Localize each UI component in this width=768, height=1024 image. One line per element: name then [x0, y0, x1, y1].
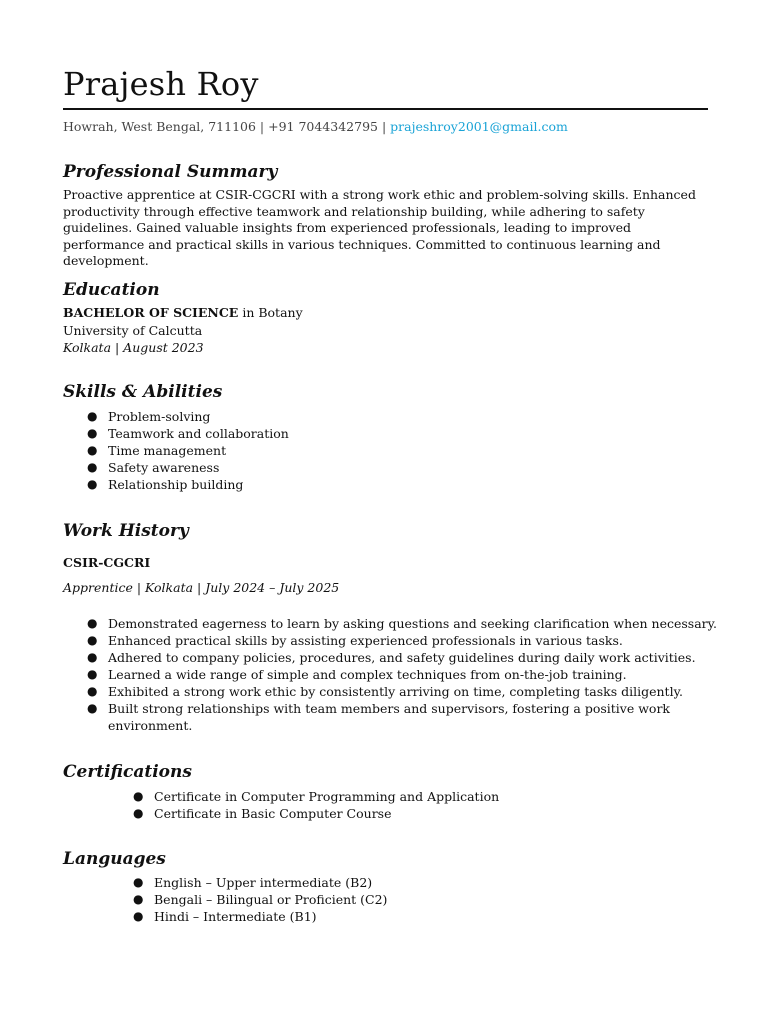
education-university: University of Calcutta	[63, 323, 203, 338]
work-heading: Work History	[63, 521, 189, 541]
list-item: ● Adhered to company policies, procedures, and safety guidelines during daily work activities.	[87, 650, 696, 665]
list-item: ● Time management	[87, 443, 227, 458]
list-item: ● Bengali – Bilingual or Proficient (C2)	[133, 892, 388, 907]
bullet-icon: ●	[87, 667, 98, 681]
list-item: ● Safety awareness	[87, 460, 220, 475]
education-location-date: Kolkata | August 2023	[63, 340, 204, 355]
list-item: ● Exhibited a strong work ethic by consistently arriving on time, completing tasks diligently.	[87, 684, 683, 699]
work-duties-list	[63, 615, 717, 734]
email-link[interactable]: prajeshroy2001@gmail.com	[390, 119, 568, 134]
list-item: ● Learned a wide range of simple and complex techniques from on-the-job training.	[87, 667, 627, 682]
bullet-icon: ●	[133, 909, 144, 923]
contact-text: Howrah, West Bengal, 711106 | +91 7044342795 |	[63, 119, 391, 134]
bullet-icon: ●	[133, 875, 144, 889]
bullet-icon: ●	[87, 426, 98, 440]
work-company: CSIR-CGCRI	[63, 555, 151, 570]
candidate-name: Prajesh Roy	[63, 65, 259, 103]
list-item: ● English – Upper intermediate (B2)	[133, 875, 373, 890]
certifications-heading: Certifications	[63, 762, 192, 782]
list-item: ● Teamwork and collaboration	[87, 426, 289, 441]
header-rule	[63, 108, 708, 110]
bullet-icon: ●	[133, 789, 144, 803]
list-item: ● Problem-solving	[87, 409, 211, 424]
list-item: ● Hindi – Intermediate (B1)	[133, 909, 317, 924]
education-field: in Botany	[238, 305, 303, 320]
education-heading: Education	[63, 280, 160, 300]
certifications-list	[109, 788, 499, 822]
list-item: ● Enhanced practical skills by assisting experienced professionals in various tasks.	[87, 633, 623, 648]
summary-text: Proactive apprentice at CSIR-CGCRI with a strong work ethic and problem-solving skills. Enhanced productivity through effective teamwork and relationship building, while adhering to safety guidelines. Gained valuable insights from experienced professionals, leading to improved performance and practical skills in various techniques. Committed to continuous learning and development.	[63, 187, 696, 269]
list-item: ● Relationship building	[87, 477, 244, 492]
summary-heading: Professional Summary	[63, 162, 278, 182]
list-item: ● Certificate in Basic Computer Course	[133, 806, 392, 821]
work-role-line: Apprentice | Kolkata | July 2024 – July 2025	[63, 580, 340, 595]
bullet-icon: ●	[87, 650, 98, 664]
contact-line	[63, 118, 568, 136]
education-degree-line	[63, 304, 303, 321]
bullet-icon: ●	[87, 409, 98, 423]
bullet-icon: ●	[87, 616, 98, 630]
bullet-icon: ●	[87, 460, 98, 474]
languages-heading: Languages	[63, 849, 166, 869]
list-item: ● Demonstrated eagerness to learn by asking questions and seeking clarification when necessary.	[87, 616, 718, 631]
skills-heading: Skills & Abilities	[63, 382, 223, 402]
bullet-icon: ●	[133, 892, 144, 906]
bullet-icon: ●	[87, 443, 98, 457]
bullet-icon: ●	[133, 806, 144, 820]
bullet-icon: ●	[87, 684, 98, 698]
skills-list	[63, 408, 289, 493]
bullet-icon: ●	[87, 701, 98, 715]
bullet-icon: ●	[87, 633, 98, 647]
list-item: ● Certificate in Computer Programming and Application	[133, 789, 500, 804]
languages-list	[109, 874, 387, 925]
list-item: ● Built strong relationships with team members and supervisors, fostering a positive work environment.	[87, 701, 671, 733]
education-degree: BACHELOR OF SCIENCE	[63, 305, 239, 320]
bullet-icon: ●	[87, 477, 98, 491]
